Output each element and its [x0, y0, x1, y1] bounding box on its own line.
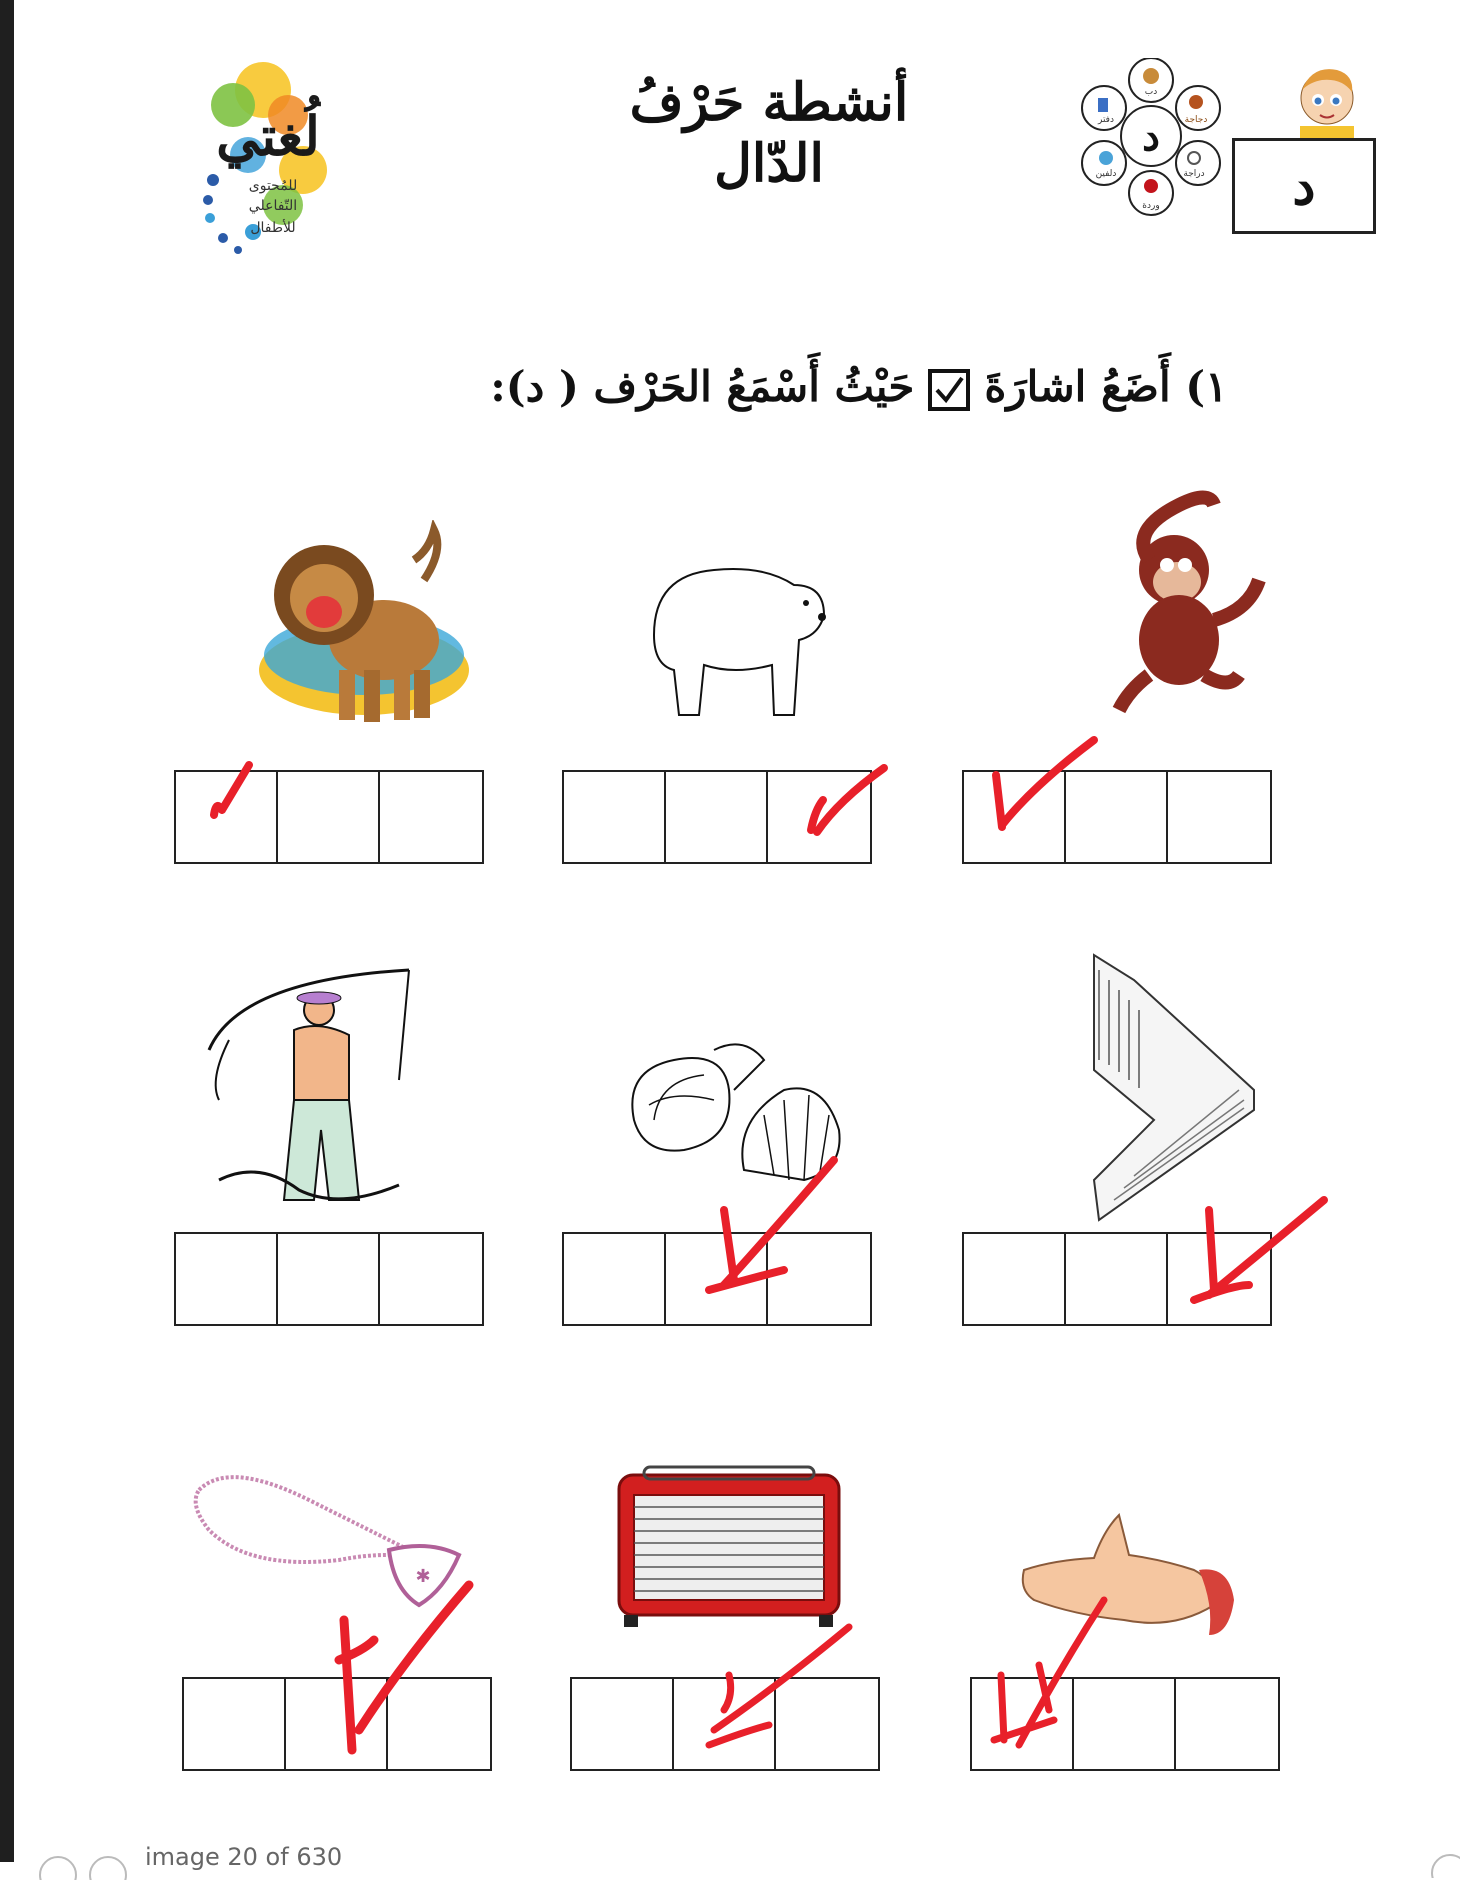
position-box-3[interactable]	[768, 1234, 870, 1324]
position-box-2[interactable]	[286, 1679, 388, 1769]
position-box-2[interactable]	[278, 772, 380, 862]
position-box-1[interactable]	[176, 772, 278, 862]
notebook-icon	[1098, 98, 1108, 112]
position-box-1[interactable]	[176, 1234, 278, 1324]
svg-text:وردة: وردة	[1142, 201, 1160, 211]
position-box-1[interactable]	[564, 772, 666, 862]
instruction-text	[449, 362, 1269, 411]
chicken-icon	[1189, 95, 1203, 109]
letter-boxes-hand	[970, 1677, 1280, 1771]
checkmark-box-icon	[928, 369, 970, 411]
svg-text:للمُحتوى: للمُحتوى	[248, 178, 298, 194]
letter-boxes-polar-bear	[562, 770, 872, 864]
lion-picture	[254, 520, 474, 740]
image-counter: image 20 of 630	[145, 1843, 343, 1871]
viewer-next-button[interactable]	[1420, 1848, 1460, 1878]
position-box-2[interactable]	[1066, 772, 1168, 862]
lughati-logo	[188, 60, 358, 265]
monkey-picture	[1089, 490, 1289, 740]
letter-flower-diagram	[1076, 58, 1226, 218]
dolphin-icon	[1099, 151, 1113, 165]
svg-text:دفتر: دفتر	[1098, 115, 1114, 125]
position-box-2[interactable]	[1066, 1234, 1168, 1324]
position-box-3[interactable]	[1176, 1679, 1278, 1769]
svg-text:دجاجة: دجاجة	[1184, 115, 1208, 125]
staircase-picture	[1074, 950, 1274, 1230]
letter-boxes-necklace	[182, 1677, 492, 1771]
position-box-3[interactable]	[1168, 772, 1270, 862]
viewer-nav-buttons[interactable]	[38, 1850, 138, 1880]
polar-bear-picture	[634, 545, 834, 735]
letter-card: د	[1232, 138, 1376, 234]
svg-text:✱: ✱	[415, 1566, 431, 1587]
position-box-1[interactable]	[972, 1679, 1074, 1769]
position-box-3[interactable]	[380, 772, 482, 862]
position-box-1[interactable]	[564, 1234, 666, 1324]
boy-illustration	[1292, 60, 1362, 140]
fisherman-picture	[199, 960, 429, 1220]
bear-icon	[1143, 68, 1159, 84]
letter-boxes-heater	[570, 1677, 880, 1771]
position-box-2[interactable]	[666, 1234, 768, 1324]
necklace-picture	[189, 1460, 489, 1620]
worksheet-page	[14, 0, 1461, 1862]
svg-text:دب: دب	[1144, 87, 1158, 97]
position-box-3[interactable]	[388, 1679, 490, 1769]
instruction-prefix: ١) أَضَعُ اشارَةَ	[984, 362, 1228, 411]
position-box-2[interactable]	[1074, 1679, 1176, 1769]
svg-text:دراجة: دراجة	[1183, 169, 1205, 179]
viewer-frame-edge	[0, 0, 14, 1862]
position-box-3[interactable]	[776, 1679, 878, 1769]
svg-text:دلفين: دلفين	[1095, 169, 1117, 179]
position-box-1[interactable]	[964, 772, 1066, 862]
letter-boxes-lion	[174, 770, 484, 864]
position-box-3[interactable]	[380, 1234, 482, 1324]
letter-boxes-fisherman	[174, 1232, 484, 1326]
position-box-2[interactable]	[666, 772, 768, 862]
page-title: أنشطة حَرْفُ الدّال	[629, 72, 909, 194]
position-box-1[interactable]	[964, 1234, 1066, 1324]
position-box-3[interactable]	[768, 772, 870, 862]
flower-center-letter: د	[1142, 113, 1160, 160]
position-box-1[interactable]	[572, 1679, 674, 1769]
letter-boxes-seashells	[562, 1232, 872, 1326]
letter-boxes-staircase	[962, 1232, 1272, 1326]
hand-picture	[1014, 1510, 1244, 1660]
seashells-picture	[614, 1030, 854, 1190]
position-box-1[interactable]	[184, 1679, 286, 1769]
position-box-2[interactable]	[674, 1679, 776, 1769]
heater-picture	[614, 1465, 844, 1630]
instruction-suffix: حَيْثُ أَسْمَعُ الحَرْف ( د):	[490, 362, 915, 411]
position-box-2[interactable]	[278, 1234, 380, 1324]
logo-wordmark: لُغتي	[216, 104, 320, 168]
svg-text:للأطفال: للأطفال	[250, 220, 296, 236]
letter-boxes-monkey	[962, 770, 1272, 864]
position-box-3[interactable]	[1168, 1234, 1270, 1324]
svg-text:التّفاعلي: التّفاعلي	[248, 198, 298, 214]
rose-icon	[1144, 179, 1158, 193]
